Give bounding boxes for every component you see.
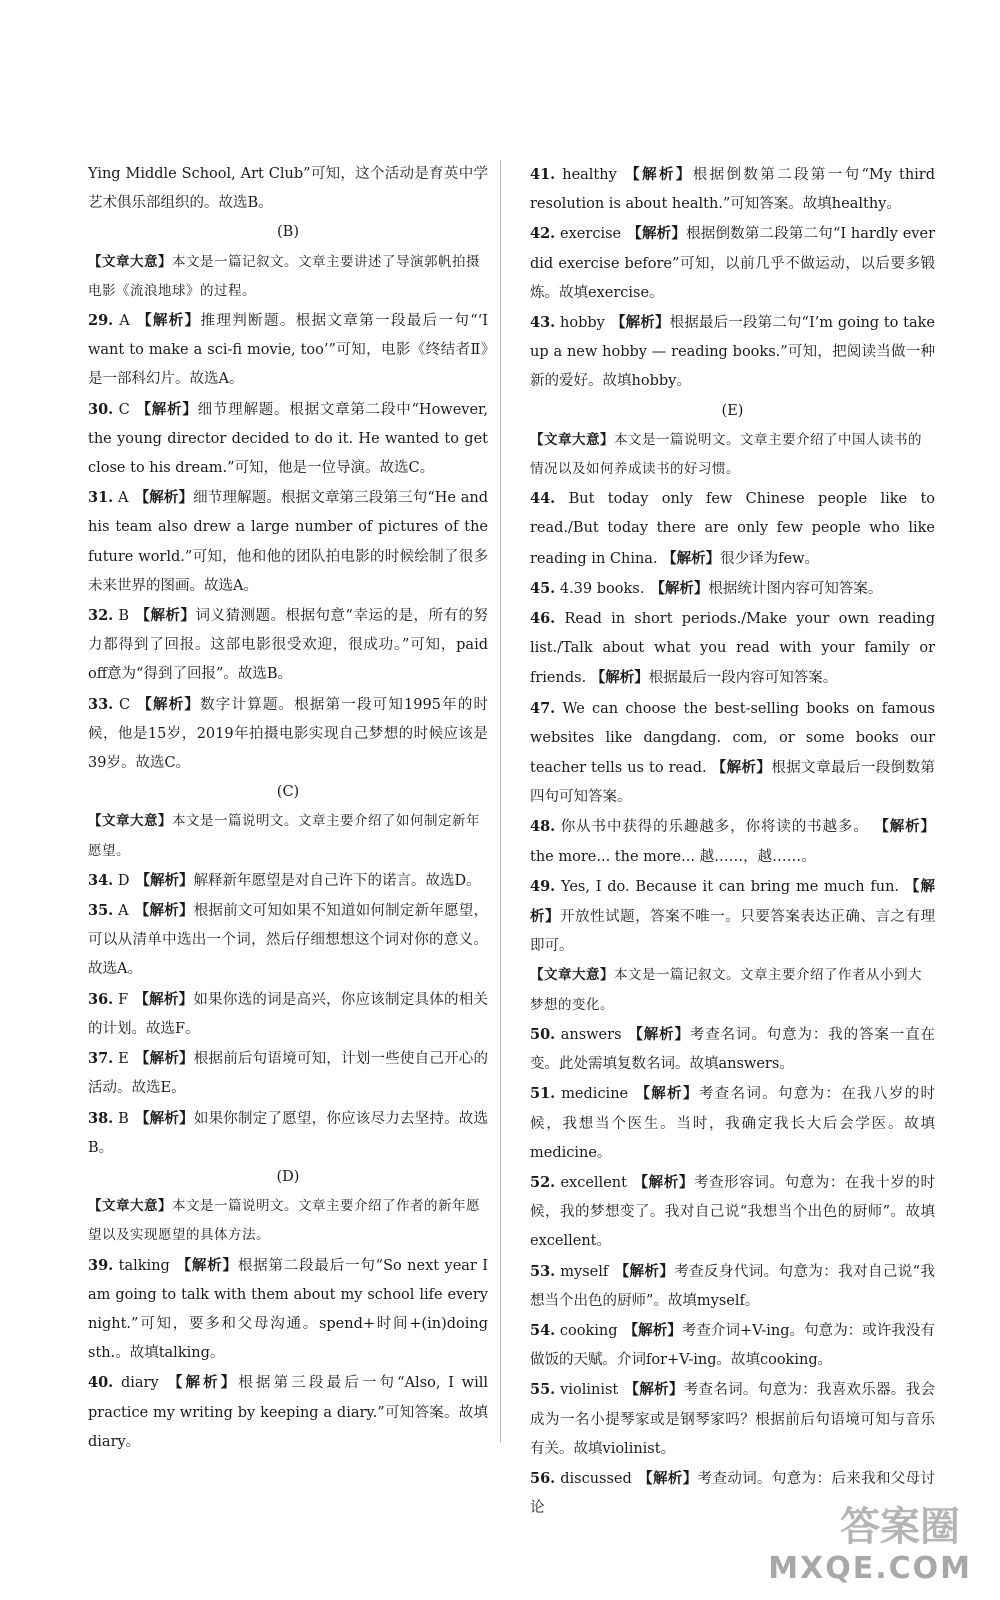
explanation-text: 考查名词。句意为：在我八岁的时候，我想当个医生。当时，我确定我长大后会学医。故填medicine。	[530, 1086, 936, 1161]
answer-key: cooking	[559, 1322, 618, 1339]
answer-item	[88, 483, 488, 601]
explanation-text: 考查名词。句意为：我喜欢乐器。我会成为一名小提琴家或是钢琴家吗？根据前后句语境可知与音乐有关。故填violinist。	[530, 1382, 936, 1457]
answer-item	[530, 872, 935, 962]
answer-key: C	[118, 401, 130, 418]
question-number: 29.	[88, 312, 114, 330]
explanation-text: 根据统计图内容可知答案。	[708, 580, 883, 597]
answer-item	[88, 601, 488, 690]
question-number: 35.	[88, 902, 114, 920]
analysis-tag: 【解析】	[627, 225, 687, 243]
question-number: 54.	[530, 1321, 556, 1339]
analysis-tag: 【解析】	[711, 759, 772, 777]
analysis-tag: 【解析】	[627, 1025, 690, 1043]
answer-item	[530, 574, 935, 604]
question-number: 50.	[530, 1025, 556, 1043]
explanation-text: 根据倒数第二段第二句“I hardly ever did exercise before”可知，以前几乎不做运动，以后要多锻炼。故填exercise。	[530, 226, 936, 301]
question-number: 41.	[530, 166, 556, 183]
question-number: 32.	[88, 607, 114, 625]
explanation-text: But today only few Chinese people like to read./But today there are only few people who like reading in China.	[530, 491, 935, 567]
analysis-tag: 【解析】	[136, 695, 201, 713]
answer-item	[88, 306, 488, 395]
analysis-tag: 【解析】	[874, 818, 936, 836]
answer-item	[88, 896, 488, 985]
explanation-text: Read in short periods./Make your own reading list./Talk about what you read with your family or friends.	[530, 611, 935, 687]
answer-item	[530, 604, 935, 694]
continued-text: Ying Middle School, Art Club”可知，这个活动是育英中学艺术俱乐部组织的。故选B。	[88, 166, 488, 212]
answer-key: A	[117, 490, 129, 507]
summary-text: 本文是一篇说明文。文章主要介绍了中国人读书的情况以及如何养成读书的好习惯。	[530, 431, 922, 478]
explanation-text: We can choose the best-selling books on famous websites like dangdang. com, or some books our teacher tells us to read.	[530, 700, 935, 777]
section-heading: (E)	[721, 402, 744, 419]
analysis-tag: 【解析】	[637, 1469, 698, 1487]
explanation-note: 很少译为few。	[720, 550, 820, 567]
answer-item	[88, 395, 488, 484]
answer-key: violinist	[560, 1382, 619, 1399]
question-number: 51.	[530, 1085, 556, 1103]
article-summary	[530, 426, 935, 484]
answer-item	[530, 1079, 935, 1168]
explanation-text: 解释新年愿望是对自己许下的诺言。故选D。	[193, 872, 481, 889]
answer-item	[88, 690, 488, 779]
explanation-note: the more... the more... 越……，越……。	[530, 848, 816, 865]
answer-item	[88, 985, 488, 1044]
watermark-chinese: 答案圈	[840, 1504, 960, 1550]
analysis-tag: 【解析】	[164, 1374, 239, 1392]
answer-item	[530, 1316, 935, 1375]
answer-item	[88, 1251, 488, 1369]
answer-key: medicine	[561, 1086, 629, 1103]
answer-item	[530, 1168, 935, 1257]
analysis-tag: 【解析】	[610, 314, 670, 332]
question-number: 47.	[530, 699, 556, 717]
section-heading: (B)	[277, 224, 299, 241]
summary-tag: 【文章大意】	[88, 253, 172, 270]
analysis-tag: 【解析】	[624, 1381, 684, 1399]
watermark-url: MXQE.COM	[768, 1551, 972, 1586]
analysis-tag: 【解析】	[135, 400, 198, 418]
explanation-text: 考查形容词。句意为：在我十岁的时候，我的梦想变了。我对自己说“我想当个出色的厨师”。故填excellent。	[530, 1174, 936, 1250]
analysis-tag: 【解析】	[650, 579, 709, 597]
question-number: 36.	[88, 990, 114, 1008]
explanation-text: 细节理解题。根据文章第二段中“However, the young director decided to do it. He wanted to get close to his dream.”可知，他是一位导演。故选C。	[88, 401, 489, 477]
answer-key: D	[117, 872, 130, 889]
article-summary	[88, 1192, 488, 1250]
question-number: 45.	[530, 579, 556, 597]
explanation-text: 根据第二段最后一句“So next year I am going to talk with them about my school life every night.”可知，要多和父母沟通。spend+时间+(in)doing sth.。故填talking。	[88, 1257, 489, 1362]
summary-text: 本文是一篇说明文。文章主要介绍了如何制定新年愿望。	[88, 813, 480, 859]
analysis-tag: 【解析】	[632, 1173, 694, 1191]
explanation-text: 如果你制定了愿望，你应该尽力去坚持。故选B。	[88, 1110, 489, 1156]
answer-key: myself	[560, 1263, 609, 1280]
summary-tag: 【文章大意】	[88, 1198, 172, 1215]
analysis-tag: 【解析】	[614, 1262, 675, 1280]
question-number: 48.	[530, 818, 556, 836]
question-number: 52.	[530, 1173, 556, 1191]
answer-item	[88, 866, 488, 896]
analysis-tag: 【解析】	[134, 1050, 194, 1068]
question-number: 53.	[530, 1262, 556, 1280]
right-column	[530, 160, 935, 1523]
answer-key: answers	[560, 1026, 622, 1043]
analysis-tag: 【解析】	[590, 669, 649, 687]
answer-item	[530, 308, 935, 397]
answer-item	[88, 1044, 488, 1103]
summary-tag: 【文章大意】	[530, 967, 614, 984]
answer-key: B	[118, 1110, 129, 1127]
answer-key: excellent	[560, 1174, 627, 1191]
explanation-note: 根据最后一段内容可知答案。	[648, 670, 838, 687]
question-number: 49.	[530, 877, 556, 895]
answer-key: healthy	[562, 167, 617, 183]
question-number: 46.	[530, 610, 556, 628]
question-number: 37.	[88, 1050, 114, 1068]
question-number: 38.	[88, 1109, 114, 1127]
explanation-note: 根据文章最后一段倒数第四句可知答案。	[530, 760, 936, 806]
question-number: 34.	[88, 871, 114, 889]
explanation-text: 考查动词。句意为：后来我和父母讨论	[530, 1470, 936, 1517]
summary-text: 本文是一篇说明文。文章主要介绍了作者的新年愿望以及实现愿望的具体方法。	[88, 1198, 480, 1244]
left-column	[88, 160, 488, 1457]
question-number: 42.	[530, 225, 556, 243]
explanation-text: 如果你选的词是高兴，你应该制定具体的相关的计划。故选F。	[88, 991, 489, 1037]
answer-item	[530, 1375, 935, 1464]
analysis-tag: 【解析】	[530, 877, 936, 926]
question-number: 44.	[530, 490, 556, 508]
answer-key: exercise	[560, 226, 622, 243]
explanation-text: 细节理解题。根据文章第三段第三句“He and his team also drew a large number of pictures of the future world.”可知，他和他的团队拍电影的时候绘制了很多未来世界的图画。故选A。	[88, 490, 489, 594]
analysis-tag: 【解析】	[634, 1085, 699, 1103]
explanation-text: 词义猜测题。根据句意“幸运的是，所有的努力都得到了回报。这部电影很受欢迎，很成功。”可知，paid off意为“得到了回报”。故选B。	[88, 608, 489, 683]
analysis-tag: 【解析】	[134, 1109, 194, 1127]
analysis-tag: 【解析】	[135, 607, 196, 625]
explanation-text: 根据最后一段第二句“I’m going to take up a new hobby — reading books.”可知，把阅读当做一种新的爱好。故填hobby。	[530, 315, 936, 390]
analysis-tag: 【解析】	[134, 489, 194, 507]
explanation-text: 推理判断题。根据文章第一段最后一句“‘I want to make a sci-fi movie, too’”可知，电影《终结者Ⅱ》是一部科幻片。故选A。	[88, 313, 489, 388]
answer-key: talking	[118, 1257, 170, 1274]
explanation-note: 开放性试题，答案不唯一。只要答案表达正确、言之有理即可。	[530, 909, 936, 955]
summary-tag: 【文章大意】	[530, 431, 614, 448]
answer-key: diary	[120, 1375, 159, 1392]
answer-key: A	[119, 313, 130, 330]
analysis-tag: 【解析】	[135, 871, 194, 889]
explanation-text: 根据倒数第二段第一句“My third resolution is about health.”可知答案。故填healthy。	[530, 167, 936, 213]
question-number: 33.	[88, 695, 114, 713]
question-number: 30.	[88, 400, 114, 418]
answer-key: C	[119, 696, 131, 713]
question-number: 56.	[530, 1469, 556, 1487]
analysis-tag: 【解析】	[134, 902, 194, 920]
article-summary	[530, 961, 935, 1019]
answer-key: hobby	[560, 315, 605, 332]
column-divider	[500, 160, 501, 1443]
answer-key: 4.39 books.	[559, 580, 645, 597]
explanation-text: 根据前后句语境可知，计划一些使自己开心的活动。故选E。	[88, 1051, 489, 1097]
answer-key: B	[118, 608, 130, 625]
explanation-text: 考查介词+V-ing。句意为：或许我没有做饭的天赋。介词for+V-ing。故填cooking。	[530, 1322, 936, 1369]
answer-key: E	[118, 1051, 129, 1068]
question-number: 55.	[530, 1381, 556, 1399]
analysis-tag: 【解析】	[175, 1256, 238, 1274]
question-number: 39.	[88, 1256, 114, 1274]
answer-item	[530, 219, 935, 308]
answer-item	[530, 694, 935, 813]
answer-item	[530, 484, 935, 574]
article-summary	[88, 807, 488, 865]
answer-item	[88, 1104, 488, 1163]
explanation-text: 考查反身代词。句意为：我对自己说“我想当个出色的厨师”。故填myself。	[530, 1263, 935, 1309]
analysis-tag: 【解析】	[622, 166, 693, 183]
answer-key: discussed	[560, 1470, 632, 1487]
article-summary	[88, 248, 488, 306]
explanation-text: 数字计算题。根据第一段可知1995年的时候，他是15岁，2019年拍摄电影实现自己梦想的时候应该是39岁。故选C。	[88, 696, 489, 772]
question-number: 40.	[88, 1374, 114, 1392]
summary-text: 本文是一篇记叙文。文章主要讲述了导演郭帆拍摄电影《流浪地球》的过程。	[88, 253, 480, 299]
explanation-text: Yes, I do. Because it can bring me much fun.	[561, 878, 900, 895]
analysis-tag: 【解析】	[623, 1321, 682, 1339]
answer-item	[530, 160, 935, 219]
answer-item	[530, 812, 935, 871]
answer-key: F	[118, 991, 129, 1008]
analysis-tag: 【解析】	[662, 549, 721, 567]
section-heading: (D)	[276, 1168, 300, 1185]
explanation-text: 根据第三段最后一句“Also, I will practice my writing by keeping a diary.”可知答案。故填diary。	[88, 1375, 488, 1450]
summary-text: 本文是一篇记叙文。文章主要介绍了作者从小到大梦想的变化。	[530, 967, 922, 1013]
analysis-tag: 【解析】	[134, 990, 194, 1008]
answer-item	[530, 1257, 935, 1316]
explanation-text: 根据前文可知如果不知道如何制定新年愿望，可以从清单中选出一个词，然后仔细想想这个词对你的意义。故选A。	[88, 903, 489, 978]
analysis-tag: 【解析】	[135, 312, 201, 330]
summary-tag: 【文章大意】	[88, 813, 172, 830]
answer-item	[88, 1368, 488, 1457]
question-number: 31.	[88, 489, 114, 507]
question-number: 43.	[530, 314, 556, 332]
explanation-text: 考查名词。句意为：我的答案一直在变。此处需填复数名词。故填answers。	[530, 1026, 936, 1073]
answer-item	[530, 1020, 935, 1079]
explanation-text: 你从书中获得的乐趣越多，你将读的书越多。	[560, 819, 869, 836]
section-heading: (C)	[276, 784, 300, 801]
answer-key: A	[118, 903, 129, 920]
